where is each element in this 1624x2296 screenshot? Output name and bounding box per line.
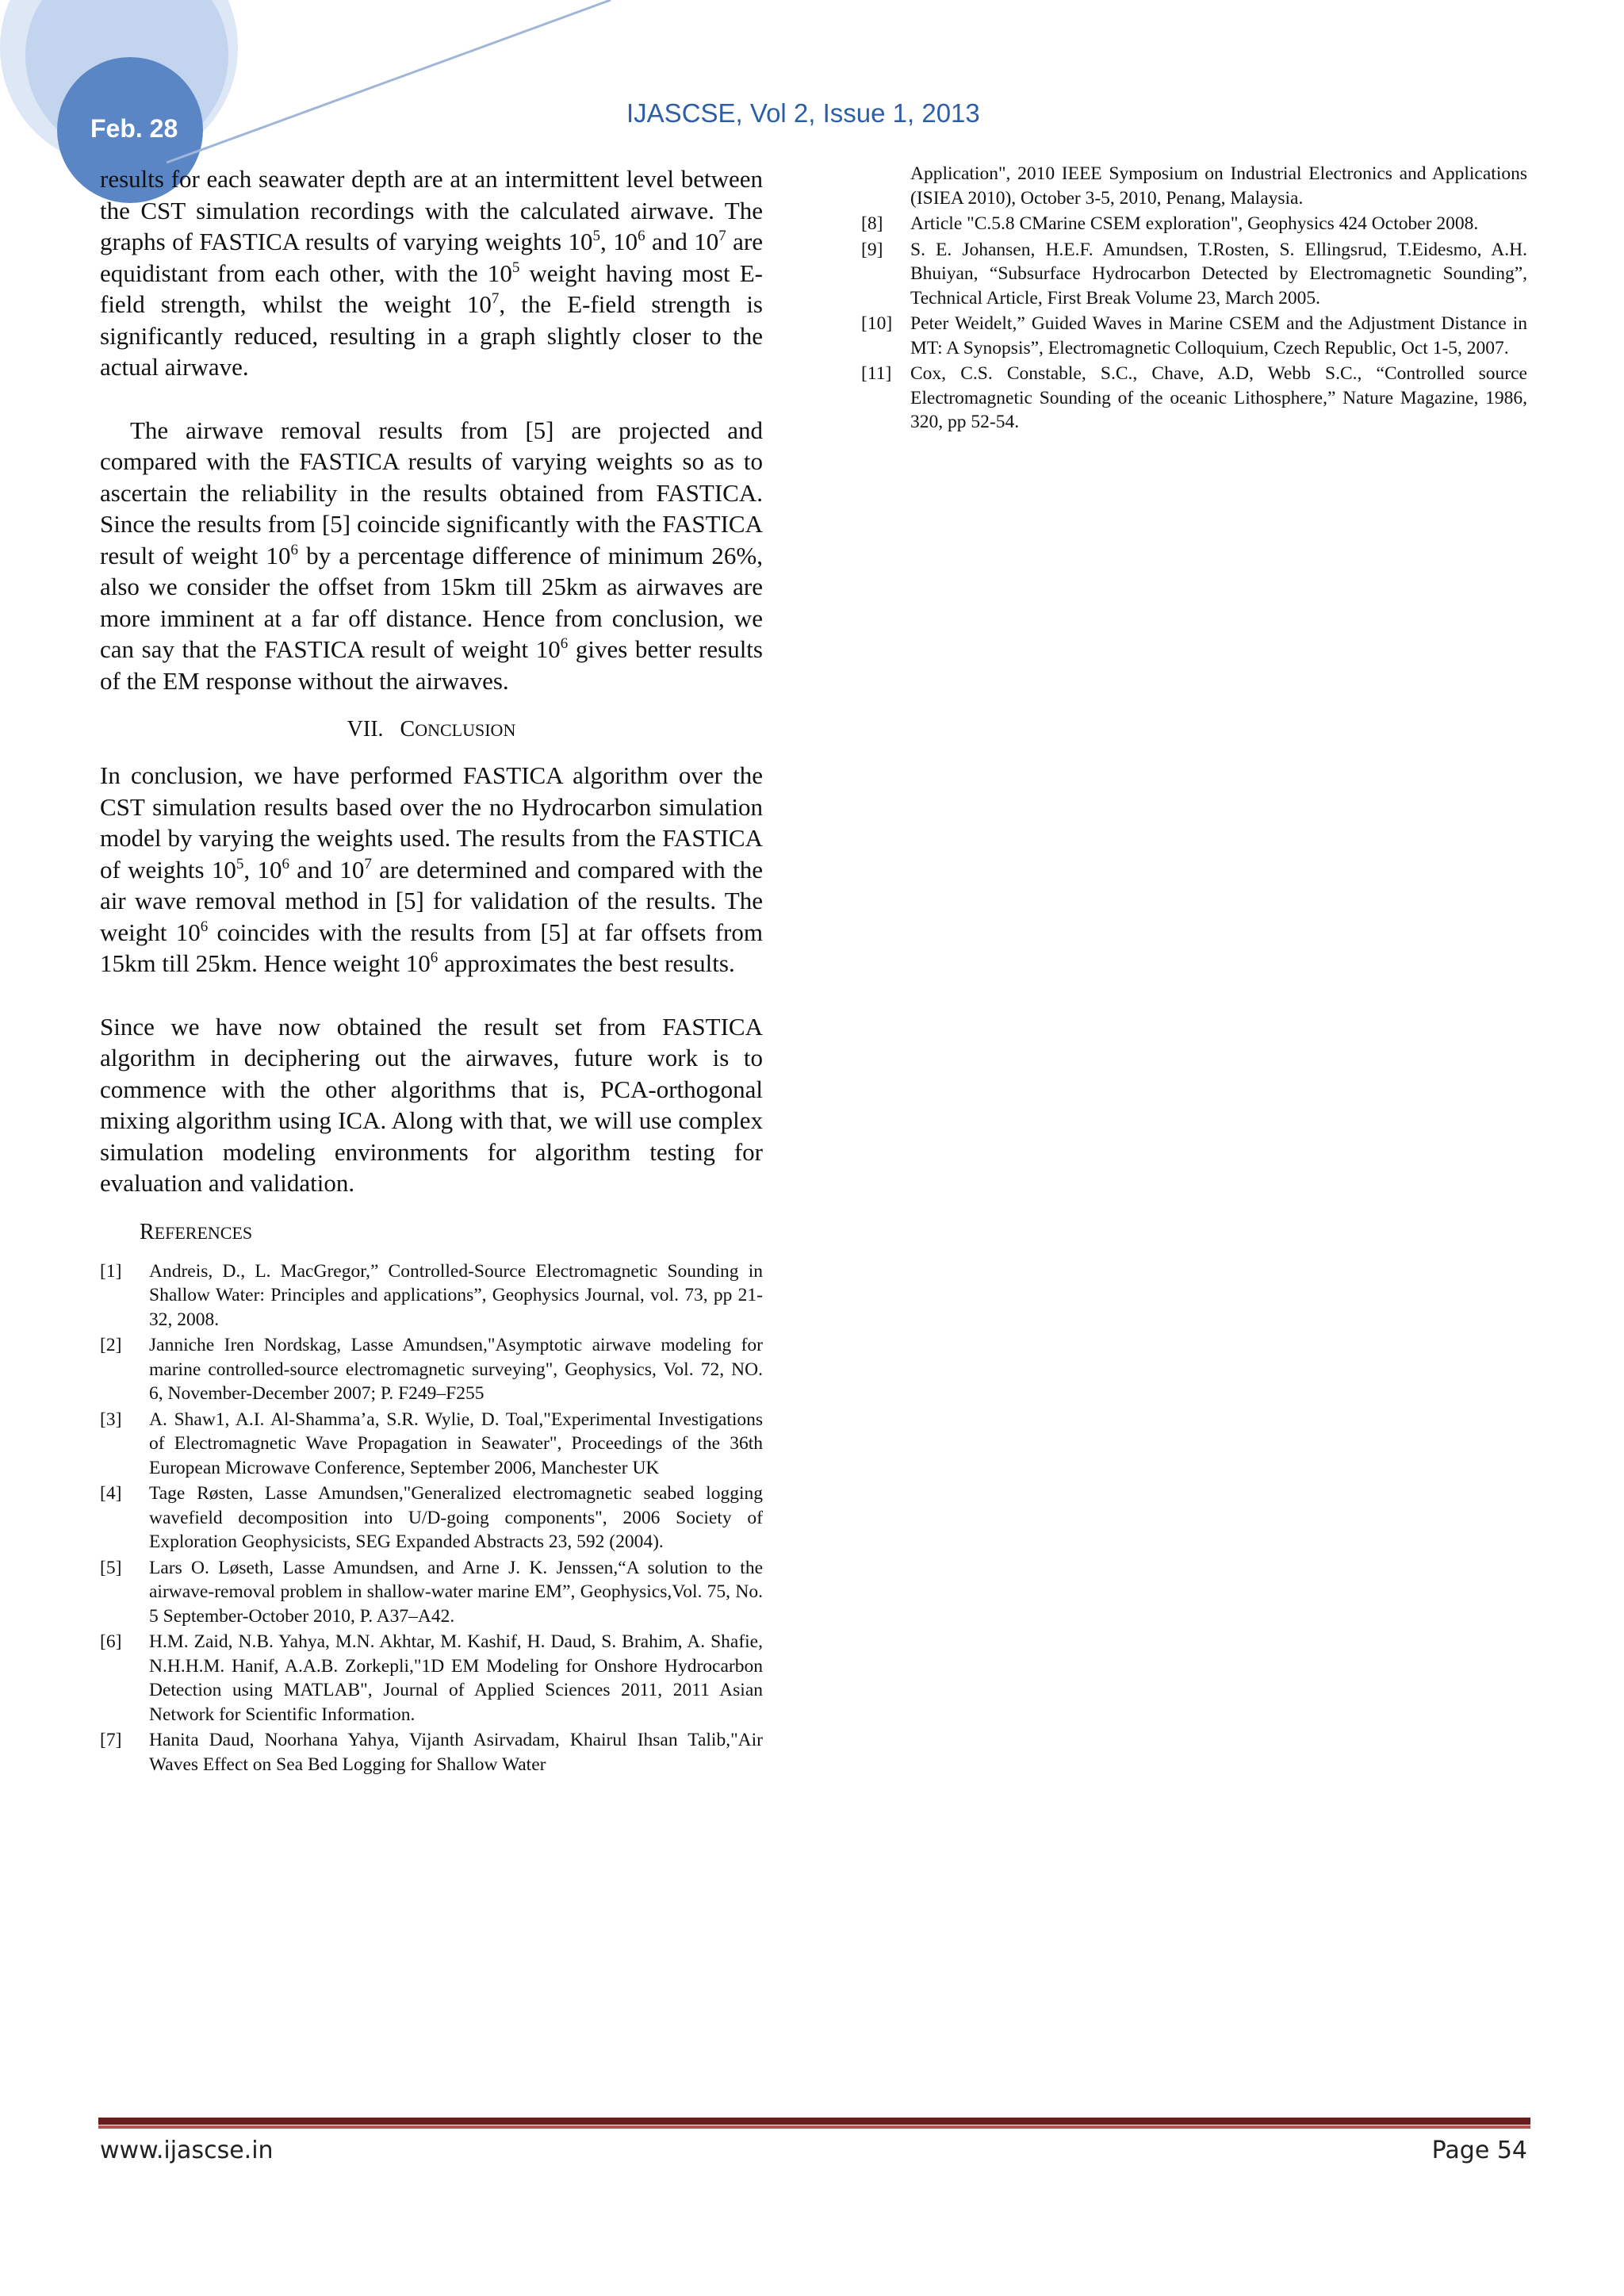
footer-url: www.ijascse.in: [100, 2137, 274, 2164]
date-badge: Feb. 28: [90, 114, 178, 143]
right-column: [861, 162, 1527, 436]
reference-list-right: [861, 162, 1527, 435]
references-heading: REFERENCES: [140, 1219, 253, 1244]
reference-item: [11] Cox, C.S. Constable, S.C., Chave, A.D, Webb S.C., “Controlled source Electromagnetic Sounding of the oceanic Lithosphere,” Nature Magazine, 1986, 320, pp 52-54.: [861, 363, 1527, 432]
section-heading-conclusion: VII. CONCLUSION: [347, 717, 516, 742]
reference-item: [10] Peter Weidelt,” Guided Waves in Marine CSEM and the Adjustment Distance in MT: A Synopsis”, Electromagnetic Colloquium, Czech Republic, Oct 1-5, 2007.: [861, 313, 1527, 358]
page-number: Page 54: [1431, 2137, 1527, 2164]
reference-item: [2] Janniche Iren Nordskag, Lasse Amundsen,"Asymptotic airwave modeling for marine controlled-source electromagnetic surveying", Geophysics, Vol. 72, NO. 6, November-December 2007; P. F249–F255: [100, 1335, 763, 1404]
paragraph-results: results for each seawater depth are at an intermittent level between the CST simulation recordings with the calculated airwave. The graphs of FASTICA results of varying weights $10^5$, $10^6$ and $10^7$ are equidistant from each other, with the $10^5$ weight having most E-field strength, whilst the weight $10^7$, the E-field strength is significantly reduced, resulting in a graph slightly closer to the actual airwave.: [100, 165, 764, 381]
reference-item: [5] Lars O. Løseth, Lasse Amundsen, and Arne J. K. Jenssen,“A solution to the airwave-removal problem in shallow-water marine EM”, Geophysics,Vol. 75, No. 5 September-October 2010, P. A37–A42.: [100, 1557, 763, 1627]
paragraph-future-work: Since we have now obtained the result set from FASTICA algorithm in deciphering out the airwaves, future work is to commence with the other algorithms that is, PCA-orthogonal mixing algorithm using ICA. Along with that, we will use complex simulation modeling environments for algorithm testing for evaluation and validation.: [100, 1012, 763, 1197]
reference-item: [6] H.M. Zaid, N.B. Yahya, M.N. Akhtar, M. Kashif, H. Daud, S. Brahim, A. Shafie, N.H.H.M. Hanif, A.A.B. Zorkepli,"1D EM Modeling for Onshore Hydrocarbon Detection using MATLAB", Journal of Applied Sciences 2011, 2011 Asian Network for Scientific Information.: [100, 1631, 763, 1725]
reference-item: [9] S. E. Johansen, H.E.F. Amundsen, T.Rosten, S. Ellingsrud, T.Eidesmo, A.H. Bhuiyan, “Subsurface Hydrocarbon Detected by Electromagnetic Sounding”, Technical Article, First Break Volume 23, March 2005.: [861, 239, 1527, 309]
left-column: [100, 163, 763, 1778]
paragraph-conclusion: In conclusion, we have performed FASTICA algorithm over the CST simulation results based over the no Hydrocarbon simulation model by varying the weights used. The results from the FASTICA of weights $10^5$, $10^6$ and $10^7$ are determined and compared with the air wave removal method in [5] for validation of the results. The weight $10^6$ coincides with the results from [5] at far offsets from 15km till 25km. Hence weight $10^6$ approximates the best results.: [100, 761, 763, 977]
reference-item: [4] Tage Røsten, Lasse Amundsen,"Generalized electromagnetic seabed logging wavefield decomposition into U/D-going components", 2006 Society of Exploration Geophysicists, SEG Expanded Abstracts 23, 592 (2004).: [100, 1483, 763, 1552]
reference-item: [7] Hanita Daud, Noorhana Yahya, Vijanth Asirvadam, Khairul Ihsan Talib,"Air Waves Effect on Sea Bed Logging for Shallow Water: [100, 1730, 763, 1775]
reference-item-continued: Application", 2010 IEEE Symposium on Industrial Electronics and Applications (ISIEA 2010), October 3-5, 2010, Penang, Malaysia.: [910, 163, 1527, 209]
journal-header: IJASCSE, Vol 2, Issue 1, 2013: [626, 98, 980, 128]
reference-item: [1] Andreis, D., L. MacGregor,” Controlled-Source Electromagnetic Sounding in Shallow Water: Principles and applications”, Geophysics Journal, vol. 73, pp 21-32, 2008.: [100, 1260, 763, 1330]
reference-list-left: [100, 1259, 763, 1777]
reference-item: [3] A. Shaw1, A.I. Al-Shamma’a, S.R. Wylie, D. Toal,"Experimental Investigations of Electromagnetic Wave Propagation in Seawater", Proceedings of the 36th European Microwave Conference, September 2006, Manchester UK: [100, 1409, 763, 1478]
paragraph-comparison: The airwave removal results from [5] are projected and compared with the FASTICA results of varying weights so as to ascertain the reliability in the results obtained from FASTICA. Since the results from [5] coincide significantly with the FASTICA result of weight $10^6$ by a percentage difference of minimum 26%, also we consider the offset from 15km till 25km as airwaves are more imminent at a far off distance. Hence from conclusion, we can say that the FASTICA result of weight $10^6$ gives better results of the EM response without the airwaves.: [100, 416, 763, 695]
reference-item: [8] Article "C.5.8 CMarine CSEM exploration", Geophysics 424 October 2008.: [861, 213, 1479, 234]
footer-rule: [98, 2118, 1530, 2130]
